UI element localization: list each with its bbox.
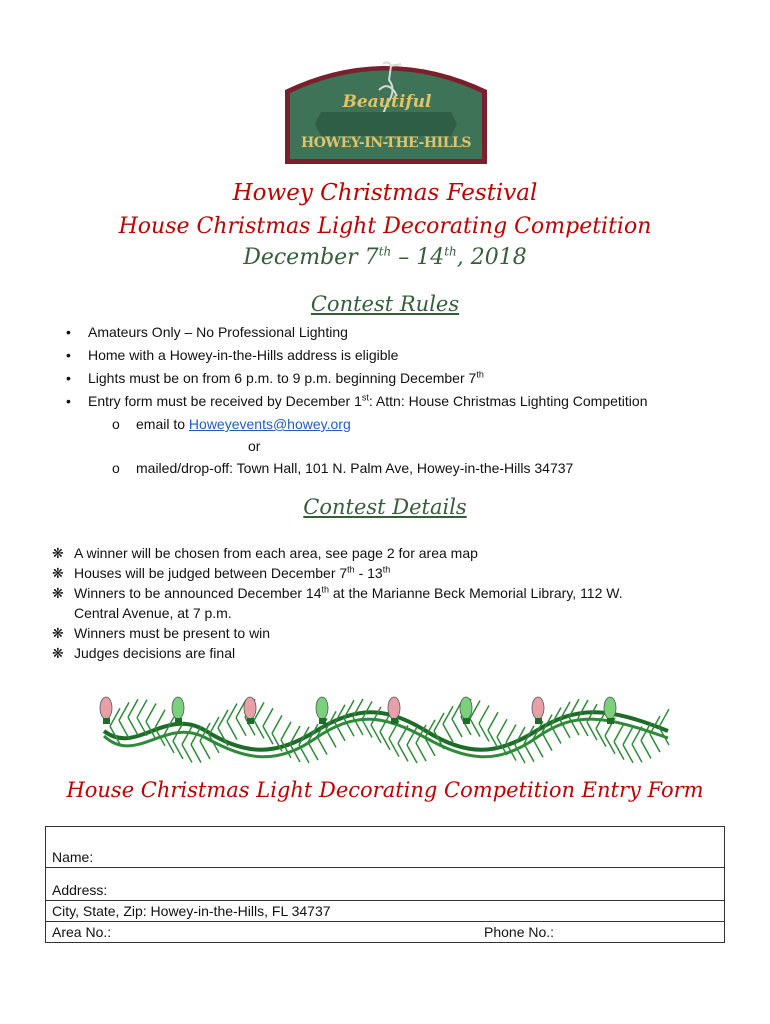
town-logo: [281, 50, 491, 168]
table-row: [46, 868, 725, 901]
table-row: [46, 827, 725, 868]
list-item: ❋ Houses will be judged between December 7th - 13th: [52, 564, 391, 581]
list-item: • Amateurs Only – No Professional Lighting: [66, 324, 348, 340]
light-bulb-icon: [388, 697, 400, 724]
competition-title: House Christmas Light Decorating Competition: [118, 214, 652, 239]
entry-form-title: House Christmas Light Decorating Competition Entry Form: [66, 778, 704, 802]
phone-number-label: Phone No.:: [484, 924, 555, 940]
snowflake-icon: ❋: [52, 645, 64, 661]
list-item-continuation: Central Avenue, at 7 p.m.: [74, 605, 232, 621]
submission-options: [112, 415, 752, 481]
name-label: Name:: [52, 849, 94, 865]
phone-number-field[interactable]: [478, 922, 725, 943]
list-item: ❋ A winner will be chosen from each area, see page 2 for area map: [52, 545, 478, 561]
address-label: Address:: [52, 882, 108, 898]
christmas-lights-garland-icon: [96, 686, 676, 772]
name-field[interactable]: [46, 827, 725, 868]
table-row: [46, 901, 725, 922]
light-bulb-icon: [172, 697, 184, 724]
list-item: • Lights must be on from 6 p.m. to 9 p.m. beginning December 7th: [66, 369, 484, 386]
snowflake-icon: ❋: [52, 565, 64, 581]
email-link[interactable]: Howeyevents@howey.org: [188, 416, 351, 432]
snowflake-icon: ❋: [52, 625, 64, 641]
list-item: o email to Howeyevents@howey.org: [112, 416, 351, 432]
rules-list: [66, 323, 746, 415]
list-item: ❋ Winners must be present to win: [52, 625, 271, 641]
or-text: or: [248, 438, 261, 454]
light-bulb-icon: [100, 697, 112, 724]
logo-script-text: Beautiful: [342, 92, 432, 112]
contest-rules-heading: Contest Rules: [310, 292, 460, 316]
list-item: ❋ Judges decisions are final: [52, 645, 236, 661]
details-list: [52, 544, 732, 664]
snowflake-icon: ❋: [52, 585, 64, 601]
contest-details-heading: Contest Details: [303, 495, 467, 519]
list-item: • Home with a Howey-in-the-Hills address is eligible: [66, 347, 399, 363]
entry-form: [45, 826, 725, 943]
contest-dates: December 7th – 14th, 2018: [243, 244, 527, 270]
city-state-zip-label: City, State, Zip: Howey-in-the-Hills, FL 34737: [52, 903, 331, 919]
snowflake-icon: ❋: [52, 545, 64, 561]
area-number-field[interactable]: [46, 922, 479, 943]
garland-graphic: [96, 686, 676, 772]
logo-banner-text: HOWEY-IN-THE-HILLS: [300, 135, 471, 151]
list-item: ❋ Winners to be announced December 14th at the Marianne Beck Memorial Library, 112 W.: [52, 584, 623, 601]
festival-title: Howey Christmas Festival: [232, 180, 538, 206]
area-number-label: Area No.:: [52, 924, 112, 940]
light-bulb-icon: [532, 697, 544, 724]
list-item: o mailed/drop-off: Town Hall, 101 N. Palm Ave, Howey-in-the-Hills 34737: [112, 460, 574, 476]
table-row: [46, 922, 725, 943]
city-state-zip-field: [46, 901, 725, 922]
list-item: • Entry form must be received by December 1st: Attn: House Christmas Lighting Competition: [66, 392, 648, 409]
address-field[interactable]: [46, 868, 725, 901]
